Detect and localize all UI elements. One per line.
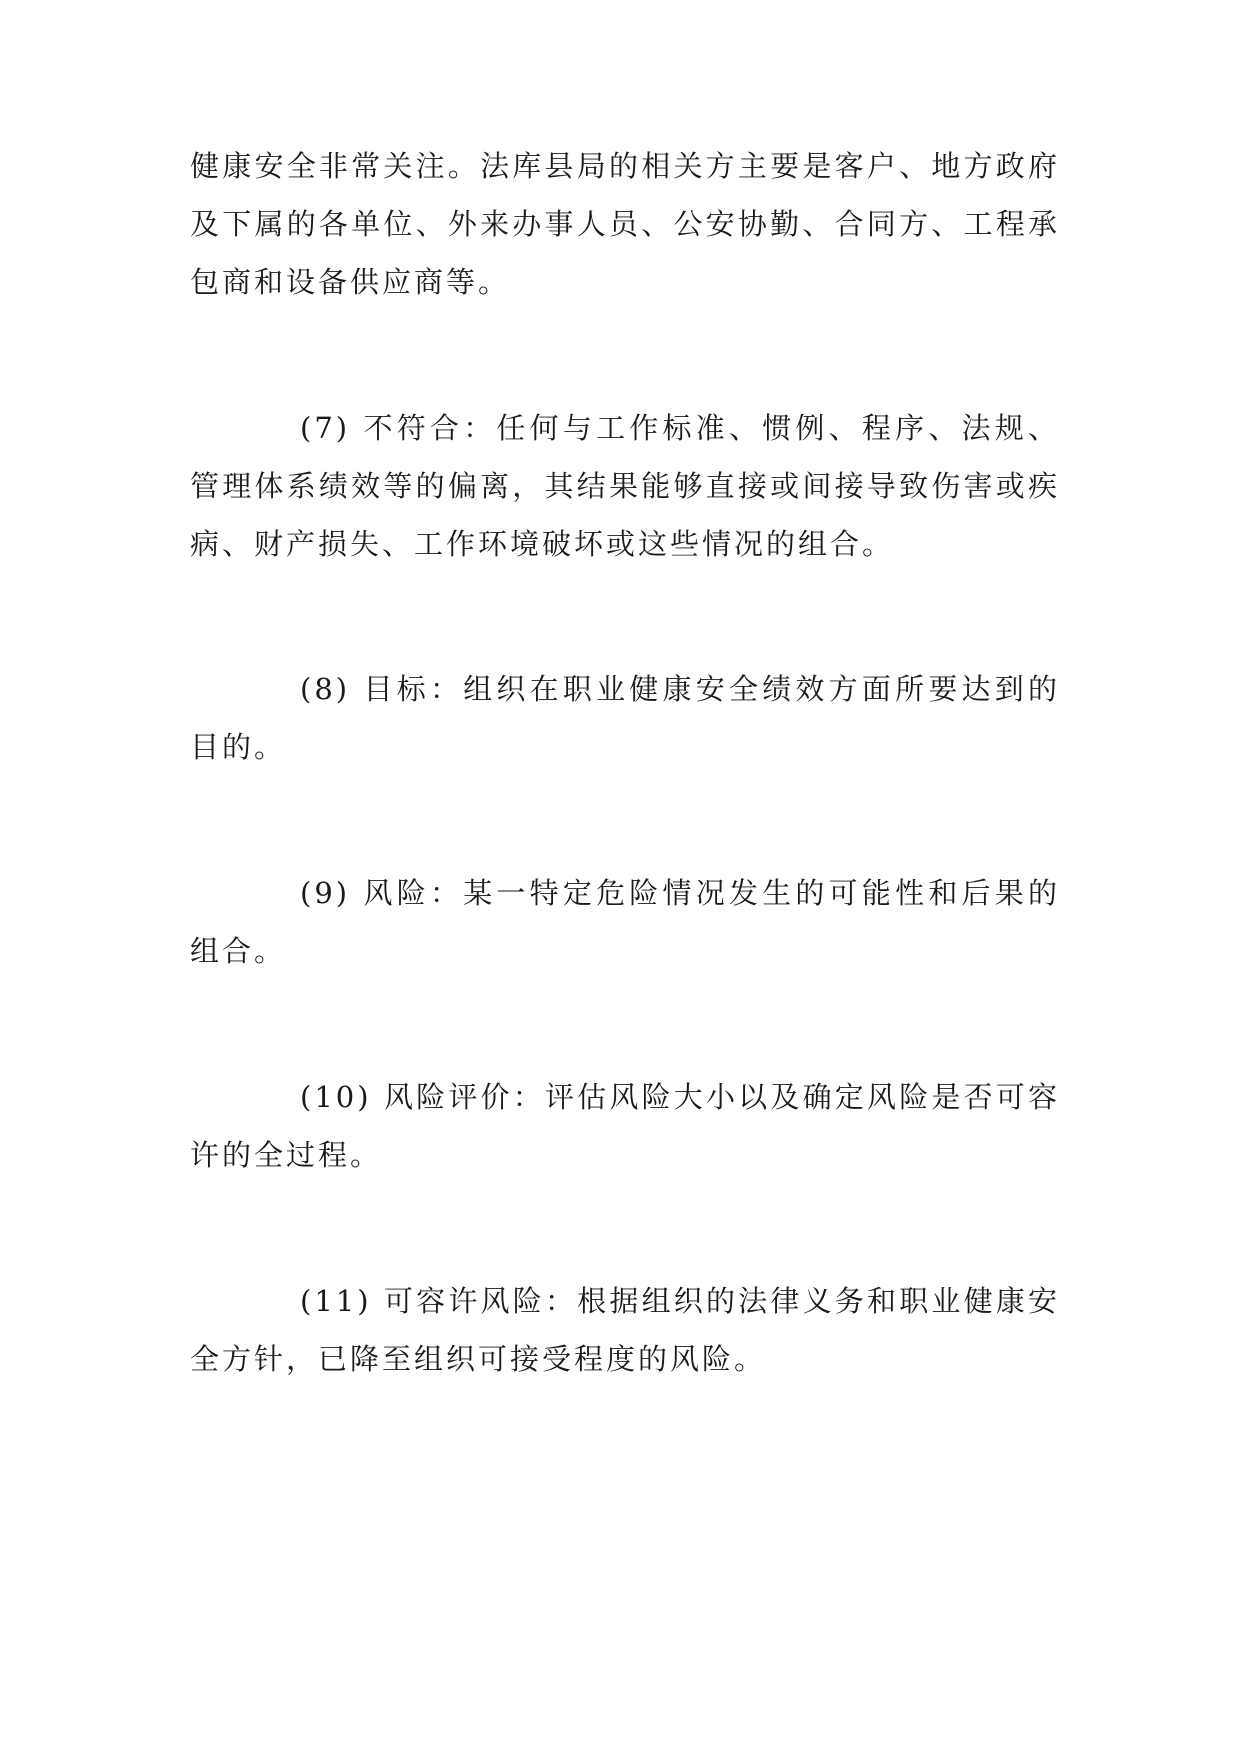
paragraph-continuation: 健康安全非常关注。法库县局的相关方主要是客户、地方政府及下属的各单位、外来办事人员、公安协勤、合同方、工程承包商和设备供应商等。: [190, 149, 1060, 299]
paragraph-risk: (9) 风险：某一特定危险情况发生的可能性和后果的组合。: [190, 876, 1060, 968]
paragraph-tolerable-risk: (11) 可容许风险：根据组织的法律义务和职业健康安全方针，已降至组织可接受程度的风险。: [190, 1284, 1060, 1376]
paragraph-nonconformity: (7) 不符合：任何与工作标准、惯例、程序、法规、管理体系绩效等的偏离，其结果能够直接或间接导致伤害或疾病、财产损失、工作环境破坏或这些情况的组合。: [190, 411, 1060, 561]
paragraph-objective: (8) 目标：组织在职业健康安全绩效方面所要达到的目的。: [190, 672, 1060, 764]
paragraph-risk-assessment: (10) 风险评价：评估风险大小以及确定风险是否可容许的全过程。: [190, 1080, 1060, 1172]
